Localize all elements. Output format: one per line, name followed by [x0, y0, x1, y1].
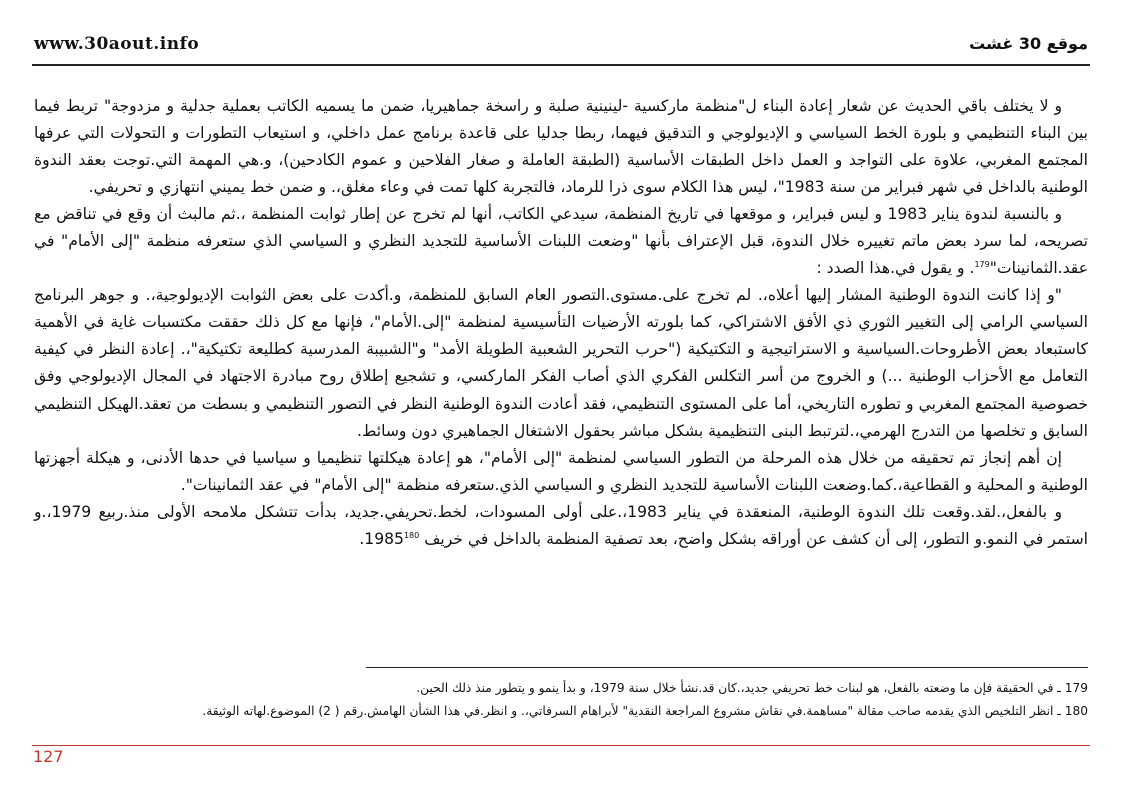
- paragraph-text: . و يقول في.هذا الصدد :: [816, 259, 975, 278]
- header-divider: [32, 64, 1090, 66]
- footnote-180: 180 ـ انظر التلخيص الذي يقدمه صاحب مقالة "مساهمة.في نقاش مشروع المراجعة النقدية" لأبراهام السرفاتي،. و انظر.في هذا الشأن الهامش.رقم ( 2) الموضوع.لهاته الوثيقة.: [202, 704, 1088, 718]
- paragraph-text: و بالفعل،.لقد.وقعت تلك الندوة الوطنية، المنعقدة في يناير 1983،.على أولى المسودات، لخط.تحريفي.جديد، بدأت تتشكل ملامحه الأولى منذ.ربيع 1979،.و استمر في النمو.و التطور، إلى أن كشف عن أوراقه بشكل واضح، بعد تصفية المنظمة بالداخل في خريف 1985: [34, 502, 1088, 548]
- article-body: [34, 93, 1088, 553]
- paragraph-text: .: [359, 529, 365, 548]
- page-number: 127: [33, 747, 64, 766]
- quoted-paragraph: إن أهم إنجاز تم تحقيقه من خلال هذه المرحلة من التطور السياسي لمنظمة "إلى الأمام"، هو إعادة هيكلتها تنظيميا و سياسيا في حدها الأدنى، و هيكلة أجهزتها الوطنية و المحلية و القطاعية،.كما.وضعت اللبنات الأساسية للتجديد النظري و السياسي الذي.ستعرفه منظمة "إلى الأمام" في عقد الثمانينات".: [34, 448, 1088, 494]
- footnotes: [34, 677, 1088, 723]
- paragraph: [34, 499, 1088, 553]
- footnote-ref[interactable]: 179: [974, 260, 990, 270]
- quoted-paragraph: "و إذا كانت الندوة الوطنية المشار إليها أعلاه،. لم تخرج على.مستوى.التصور العام السابق للمنظمة، و.أكدت على بعض الثوابت الإديولوجية،. و جوهر البرنامج السياسي الرامي إلى التغيير الثوري ذي الأفق الاشتراكي، كما بلورته الأرضيات التأسيسية لمنظمة "إلى.الأمام"، فإنها مع كل ذلك حققت مكتسبات غاية في الأهمية كاستبعاد بعض الأطروحات.السياسية و الاستراتيجية و التكتيكية ("حرب التحرير الشعبية الطويلة الأمد" و"الشبيبة المدرسية كطليعة تكتيكية"،. إعادة النظر في كيفية التعامل مع الأحزاب الوطنية ...) و الخروج من أسر التكلس الفكري الذي أصاب الفكر الماركسي، و تشجيع إطلاق روح مبادرة الاجتهاد في المجال الإديولوجي وفق خصوصية المجتمع المغربي و تطوره التاريخي، أما على المستوى التنظيمي، فقد أعادت الندوة الوطنية النظر في التصور التنظيمي و بسطت من تعقد.الهيكل التنظيمي السابق و تخلصها من التدرج الهرمي،.لترتبط البنى التنظيمية بشكل مباشر بحقول الاشتغال الجماهيري دون وسائط.: [34, 286, 1088, 440]
- site-name: موقع 30 غشت: [969, 34, 1088, 53]
- footnote-179: 179 ـ في الحقيقة فإن ما وضعته بالفعل، هو لبنات خط تحريفي جديد،.كان قد.نشأ خلال سنة 1979، و بدأ ينمو و يتطور منذ ذلك الحين.: [416, 681, 1088, 695]
- paragraph: [34, 201, 1088, 282]
- footnote-divider: [366, 667, 1088, 668]
- site-url: www.30aout.info: [34, 34, 200, 54]
- paragraph: و لا يختلف باقي الحديث عن شعار إعادة البناء ل"منظمة ماركسية -لينينية صلبة و راسخة جماهيريا، ضمن ما يسميه الكاتب بعملية جدلية و مزدوجة" تربط فيما بين البناء التنظيمي و بلورة الخط السياسي و الإديولوجي و التدقيق فيهما، ربطا جدليا على قاعدة برنامج عمل داخلي، و استيعاب التطورات و التحولات التي عرفها المجتمع المغربي، علاوة على التواجد و العمل داخل الطبقات الأساسية (الطبقة العاملة و صغار الفلاحين و عموم الكادحين)، و.هي المهمة التي.توجت بعقد الندوة الوطنية بالداخل في شهر فبراير من سنة 1983"، ليس هذا الكلام سوى ذرا للرماد، فالتجربة كلها تمت في وعاء مغلق،. و ضمن خط يميني انتهازي و تحريفي.: [34, 97, 1088, 197]
- paragraph-text: و بالنسبة لندوة يناير 1983 و ليس فبراير، و موقعها في تاريخ المنظمة، سيدعي الكاتب، أنها لم تخرج عن إطار ثوابت المنظمة ،.ثم مالبث أن وقع في تناقض مع تصريحه، لما سرد بعض ماتم تغييره خلال الندوة، قبل الإعتراف بأنها "وضعت اللبنات الأساسية للتجديد النظري و السياسي الذي ستعرفه منظمة "إلى الأمام" في عقد.الثمانينات": [34, 205, 1088, 278]
- footer-divider: [32, 745, 1090, 746]
- footnote-ref[interactable]: 180: [403, 530, 420, 540]
